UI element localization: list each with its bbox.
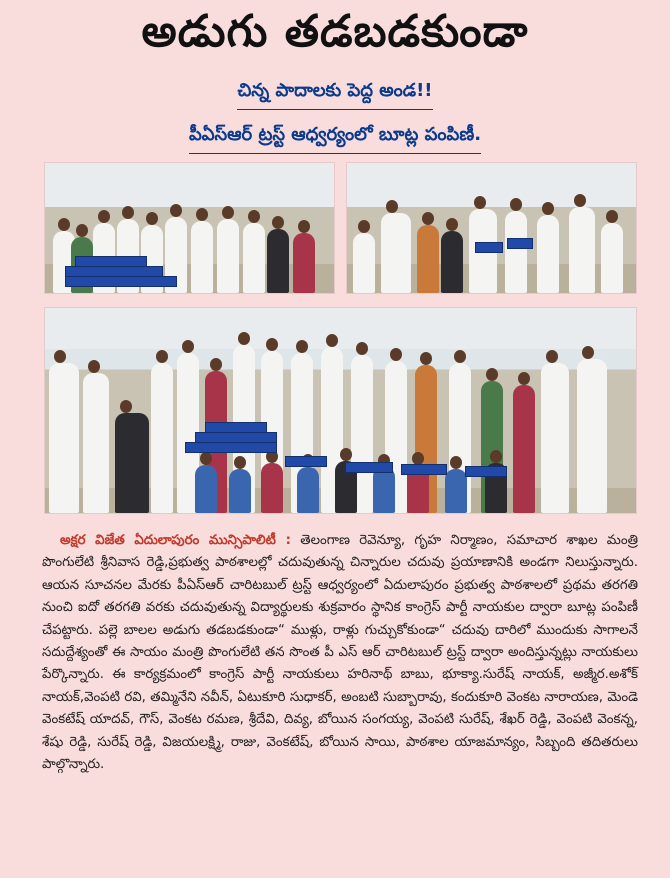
headline: అడుగు తడబడకుండా	[141, 6, 529, 57]
subheading-secondary-text: పీఏస్ఆర్ ట్రస్ట్ ఆధ్వర్యంలో బూట్ల పంపిణీ.	[189, 124, 481, 154]
subheading-primary	[0, 80, 670, 110]
subheading-secondary	[0, 124, 670, 154]
subheading-primary-text: చిన్న పాదాలకు పెద్ద అండ!!	[237, 80, 432, 110]
photo-shoe-distribution-right	[346, 162, 637, 294]
article-body	[42, 530, 638, 776]
photo-background-wall	[45, 163, 334, 207]
photo-shoe-distribution-left	[44, 162, 335, 294]
photo-background-wall	[45, 308, 636, 349]
article-dateline: అక్షర విజేత ఏదులాపురం మున్సిపాలిటీ :	[60, 533, 291, 548]
photo-group-with-students	[44, 307, 637, 514]
article-text: తెలంగాణ రెవెన్యూ, గృహ నిర్మాణం, సమాచార శాఖల మంత్రి పొంగులేటి శ్రీనివాస రెడ్డి,ప్రభుత్వ పాఠశాలల్లో చదువుతున్న చిన్నారుల చదువు ప్రయాణానికి అండగా నిలుస్తున్నారు. ఆయన సూచనల మేరకు పీఏస్ఆర్ చారిటబుల్ ట్రస్ట్ ఆధ్వర్యంలో ఏదులాపురం ప్రభుత్వ పాఠశాలలో ప్రథమ తరగతి నుంచి ఐదో తరగతి వరకు చదువుతున్న విద్యార్థులకు శుక్రవారం స్థానిక కాంగ్రెస్ పార్టీ నాయకుల ద్వారా బూట్ల పంపిణీ చేపట్టారు. పల్లె బాలల అడుగు తడబడకుండా“ ముళ్లు, రాళ్లు గుచ్చుకోకుండా“ చదువు దారిలో ముందుకు సాగాలనే సదుద్దేశ్యంతో ఈ సాయం మంత్రి పొంగులేటి తన సొంత పీ ఎస్ ఆర్ చారిటబుల్ ట్రస్ట్ ద్వారా అందిస్తున్నట్లు నాయకులు పేర్కొన్నారు. ఈ కార్యక్రమంలో కాంగ్రెస్ పార్టీ నాయకులు హరినాథ్ బాబు, భూక్యా.సురేష్ నాయక్, అజ్మీర.అశోక్ నాయక్,వెంపటి రవి, తమ్మినేని నవీన్, ఏటుకూరి సుధాకర్, అంబటి సుబ్బారావు, కందుకూరి వెంకట నారాయణ, మెండె వెంకటేష్ యాదవ్, గౌస్, వెంకట రమణ, శ్రీదేవి, దివ్య, బోయిన సంగయ్య, వెంపటి సురేష్, శేఖర్ రెడ్డి, వెంపటి వెంకన్న, శేషు రెడ్డి, సురేష్ రెడ్డి, విజయలక్ష్మి, రాజు, వెంకటేష్, బోయిన సాయి, పాఠశాల యాజమాన్యం, సిబ్బంది తదితరులు పాల్గొన్నారు.	[42, 533, 638, 773]
